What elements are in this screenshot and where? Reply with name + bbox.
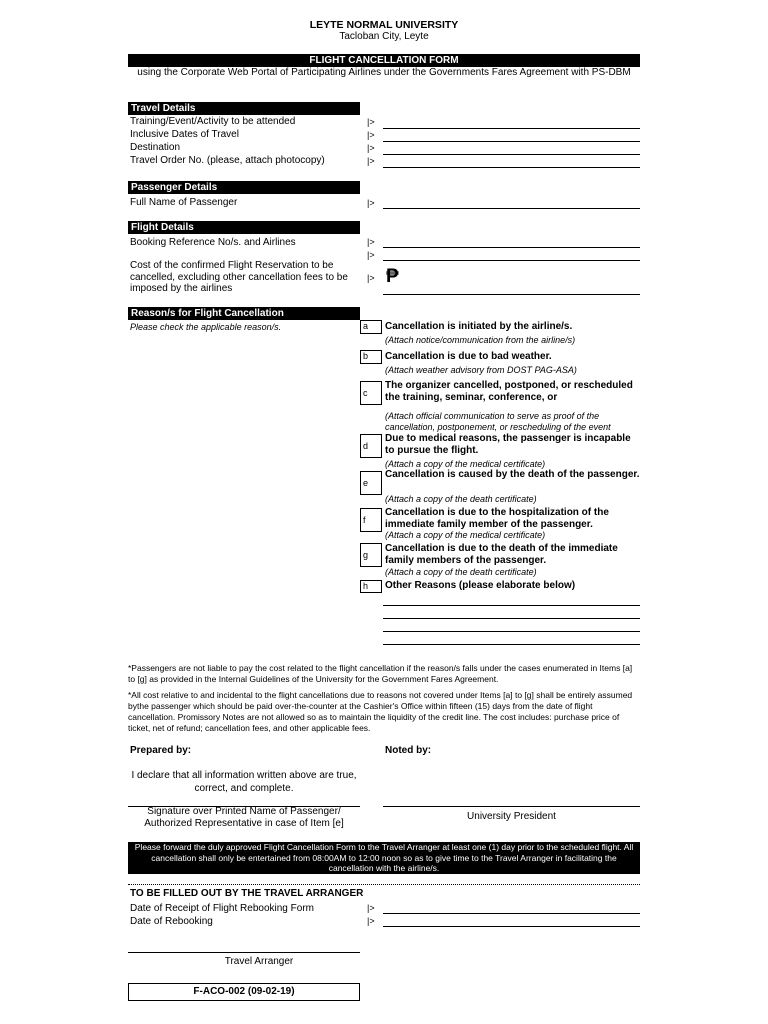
- other-reason-line-3[interactable]: [383, 631, 640, 632]
- declaration-text: I declare that all information written above are true, correct, and complete.: [131, 770, 357, 794]
- training-input-line[interactable]: [383, 128, 640, 129]
- reason-e-checkbox[interactable]: e: [360, 471, 382, 495]
- other-reason-line-2[interactable]: [383, 618, 640, 619]
- reason-a-note: (Attach notice/communication from the airline/s): [385, 335, 576, 345]
- reason-g-title: Cancellation is due to the death of the immediate family members of the passenger.: [385, 543, 618, 566]
- reason-d-note: (Attach a copy of the medical certificate): [385, 459, 546, 469]
- flight-details-heading: Flight Details: [128, 221, 360, 234]
- travel-field-label: Training/Event/Activity to be attended: [130, 116, 296, 127]
- arrow-icon: |>: [367, 156, 375, 166]
- receipt-date-input-line[interactable]: [383, 913, 640, 914]
- dates-input-line[interactable]: [383, 141, 640, 142]
- arrow-icon: |>: [367, 117, 375, 127]
- arrow-icon: |>: [367, 273, 375, 283]
- booking-input-line-2[interactable]: [383, 260, 640, 261]
- destination-input-line[interactable]: [383, 154, 640, 155]
- reason-b-note: (Attach weather advisory from DOST PAG-ASA): [385, 365, 577, 375]
- reason-f-title: Cancellation is due to the hospitalization of the immediate family member of the passenger.: [385, 507, 609, 530]
- arrow-icon: |>: [367, 903, 375, 913]
- liability-note: *Passengers are not liable to pay the cost related to the flight cancellation if the reason/s falls under the cases enumerated in Items [a] to [g] as provided in the Internal Guidelines of the University for the Government Fares Agreement.: [128, 663, 633, 684]
- passenger-details-heading: Passenger Details: [128, 181, 360, 194]
- travel-order-input-line[interactable]: [383, 167, 640, 168]
- other-reason-line-4[interactable]: [383, 644, 640, 645]
- cost-note: *All cost relative to and incidental to the flight cancellations due to reasons not covered under Items [a] to [g] shall be entirely assumed bythe passenger which should be paid over-the-counter at the Cashier's Office within fifteen (15) days from the date of flight cancellation. Promissory Notes are not allowed so as to maintain the liquidity of the credit line. The cost includes: purchase price of ticket, net of refund; cancellation fees, and other applicable fees.: [128, 690, 633, 733]
- passenger-field-label: Full Name of Passenger: [130, 197, 238, 208]
- noted-by-label: Noted by:: [385, 745, 432, 756]
- arrow-icon: |>: [367, 143, 375, 153]
- passenger-signature-caption: Signature over Printed Name of Passenger/ Authorized Representative in case of Item [e]: [144, 806, 344, 829]
- reason-f-checkbox[interactable]: f: [360, 508, 382, 532]
- reason-c-note: (Attach official communication to serve as proof of the cancellation, postponement, or rescheduling of the event: [385, 411, 611, 432]
- arranger-signature-line[interactable]: [128, 952, 360, 953]
- arranger-field-label: Date of Receipt of Flight Rebooking Form: [130, 903, 314, 914]
- president-caption: University President: [467, 811, 556, 822]
- reason-d-title: Due to medical reasons, the passenger is incapable to pursue the flight.: [385, 433, 631, 456]
- booking-input-line-1[interactable]: [383, 247, 640, 248]
- arranger-signature-caption: Travel Arranger: [224, 956, 294, 967]
- peso-icon: ₱: [386, 266, 399, 287]
- form-code: F-ACO-002 (09-02-19): [128, 983, 360, 1001]
- arranger-field-label: Date of Rebooking: [130, 916, 213, 927]
- reason-h-title: Other Reasons (please elaborate below): [385, 580, 576, 591]
- travel-field-label: Inclusive Dates of Travel: [130, 129, 239, 140]
- cost-input-line[interactable]: [383, 294, 640, 295]
- forward-notice: Please forward the duly approved Flight Cancellation Form to the Travel Arranger at least one (1) day prior to the scheduled flight. All cancellation shall only be entertained from 08:00AM to 12:00 noon so as to give time to the Travel Arranger in facilitating the cancellation with the airline/s.: [128, 842, 640, 874]
- passenger-name-input-line[interactable]: [383, 208, 640, 209]
- reasons-instruction: Please check the applicable reason/s.: [130, 322, 282, 332]
- arrow-icon: |>: [367, 250, 375, 260]
- cost-label: Cost of the confirmed Flight Reservation to be cancelled, excluding other cancellation fees to be imposed by the airlines: [130, 260, 348, 294]
- arrow-icon: |>: [367, 916, 375, 926]
- reason-h-checkbox[interactable]: h: [360, 580, 382, 593]
- form-title: FLIGHT CANCELLATION FORM: [128, 54, 640, 67]
- reason-c-checkbox[interactable]: c: [360, 381, 382, 405]
- reason-b-title: Cancellation is due to bad weather.: [385, 351, 552, 362]
- other-reason-line-1[interactable]: [383, 605, 640, 606]
- form-subtitle: using the Corporate Web Portal of Participating Airlines under the Governments Fares Agreement with PS-DBM: [137, 67, 631, 78]
- reasons-heading: Reason/s for Flight Cancellation: [128, 307, 360, 320]
- travel-arranger-heading: TO BE FILLED OUT BY THE TRAVEL ARRANGER: [130, 888, 364, 899]
- reason-d-checkbox[interactable]: d: [360, 434, 382, 458]
- reason-e-note: (Attach a copy of the death certificate): [385, 494, 537, 504]
- reason-e-title: Cancellation is caused by the death of the passenger.: [385, 469, 640, 480]
- arrow-icon: |>: [367, 198, 375, 208]
- travel-field-label: Destination: [130, 142, 181, 153]
- reason-g-checkbox[interactable]: g: [360, 543, 382, 567]
- booking-reference-label: Booking Reference No/s. and Airlines: [130, 237, 296, 248]
- reason-c-title: The organizer cancelled, postponed, or rescheduled the training, seminar, conference, or: [385, 380, 633, 403]
- reason-f-note: (Attach a copy of the medical certificate): [385, 530, 546, 540]
- travel-details-heading: Travel Details: [128, 102, 360, 115]
- arrow-icon: |>: [367, 237, 375, 247]
- rebooking-date-input-line[interactable]: [383, 926, 640, 927]
- cut-line: [128, 884, 640, 885]
- university-location: Tacloban City, Leyte: [339, 31, 429, 42]
- reason-b-checkbox[interactable]: b: [360, 350, 382, 364]
- reason-a-title: Cancellation is initiated by the airline/s.: [385, 321, 573, 332]
- university-name: LEYTE NORMAL UNIVERSITY: [309, 19, 459, 31]
- travel-field-label: Travel Order No. (please, attach photocopy): [130, 155, 325, 166]
- president-signature-line[interactable]: [383, 806, 640, 807]
- arrow-icon: |>: [367, 130, 375, 140]
- reason-g-note: (Attach a copy of the death certificate): [385, 567, 537, 577]
- prepared-by-label: Prepared by:: [130, 745, 192, 756]
- reason-a-checkbox[interactable]: a: [360, 320, 382, 334]
